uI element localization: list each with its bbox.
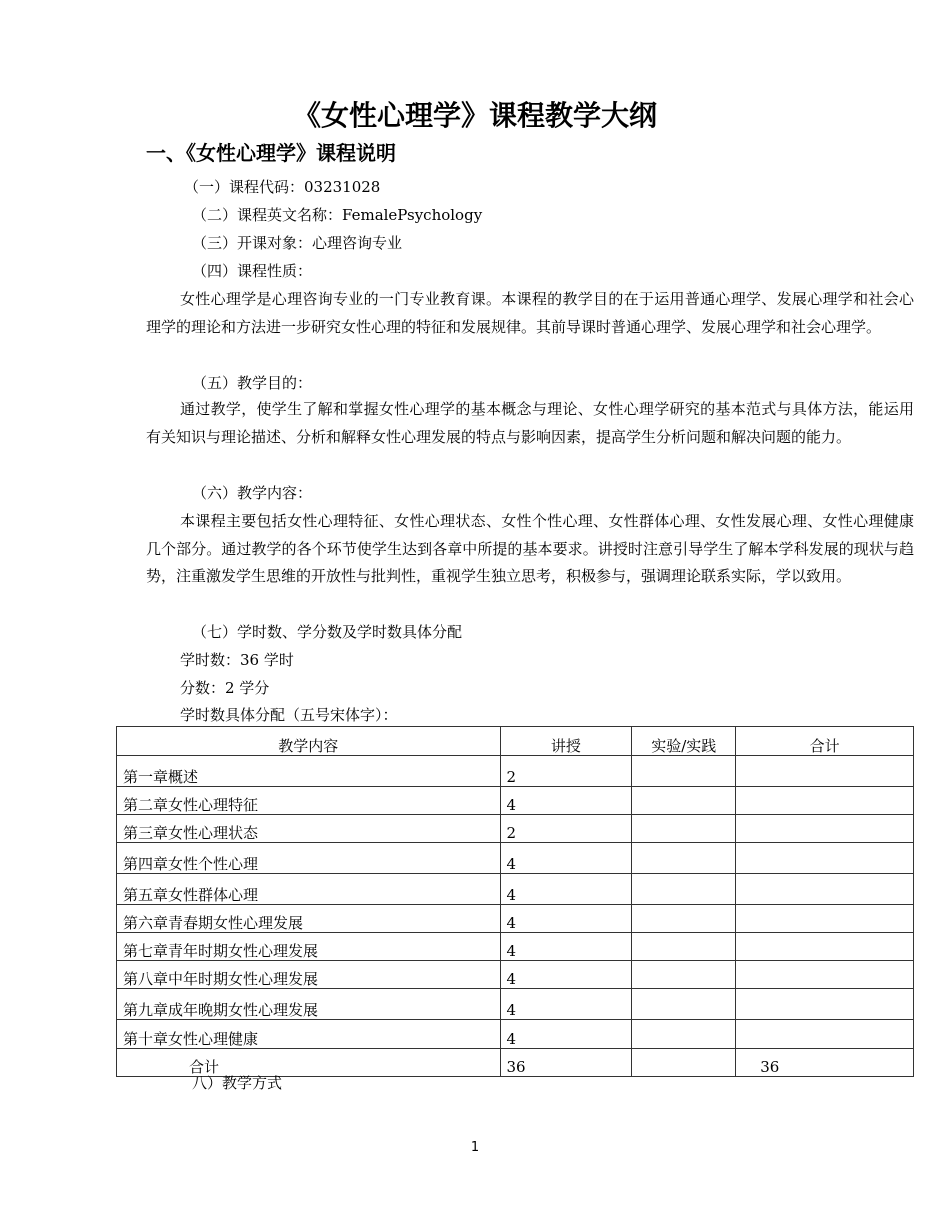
lab-hours [632, 843, 736, 874]
lecture-hours: 4 [500, 933, 632, 961]
teaching-method-heading: 八）教学方式 [192, 1074, 283, 1092]
lecture-hours: 4 [500, 1020, 632, 1049]
lab-hours [632, 989, 736, 1020]
lecture-hours: 4 [500, 787, 632, 815]
chapter-name: 第二章女性心理特征 [117, 787, 501, 815]
row-total [736, 756, 914, 787]
lab-hours [632, 1020, 736, 1049]
table-row [117, 933, 914, 961]
course-nature-heading: （四）课程性质： [192, 262, 313, 280]
total-lab-hours [632, 1049, 736, 1077]
lab-hours [632, 933, 736, 961]
total-lecture-hours: 36 [500, 1049, 632, 1077]
lecture-hours: 2 [500, 756, 632, 787]
header-content: 教学内容 [117, 727, 501, 756]
chapter-name: 第七章青年时期女性心理发展 [117, 933, 501, 961]
teaching-goal-heading: （五）教学目的： [192, 374, 313, 392]
header-lab: 实验/实践 [632, 727, 736, 756]
row-total [736, 989, 914, 1020]
lab-hours [632, 961, 736, 989]
lab-hours [632, 874, 736, 905]
row-total [736, 874, 914, 905]
table-row [117, 1020, 914, 1049]
header-total: 合计 [736, 727, 914, 756]
total-credits: 分数：2 学分 [180, 679, 270, 697]
page-number: 1 [470, 1140, 480, 1155]
distribution-label: 学时数具体分配（五号宋体字）： [180, 706, 398, 724]
teaching-goal-paragraph: 通过教学，使学生了解和掌握女性心理学的基本概念与理论、女性心理学研究的基本范式与具体方法，能运用有关知识与理论描述、分析和解释女性心理发展的特点与影响因素，提高学生分析问题和解决问题的能力。 [146, 400, 914, 446]
lecture-hours: 4 [500, 905, 632, 933]
table-row [117, 961, 914, 989]
lecture-hours: 4 [500, 874, 632, 905]
lab-hours [632, 756, 736, 787]
row-total [736, 815, 914, 843]
table-row [117, 815, 914, 843]
table-header-row [117, 727, 914, 756]
row-total [736, 961, 914, 989]
chapter-name: 第四章女性个性心理 [117, 843, 501, 874]
row-total [736, 933, 914, 961]
row-total [736, 1020, 914, 1049]
row-total [736, 787, 914, 815]
lecture-hours: 2 [500, 815, 632, 843]
table-row [117, 756, 914, 787]
section-heading: 一、《女性心理学》课程说明 [146, 141, 396, 165]
course-english-name: （二）课程英文名称：FemalePsychology [192, 206, 483, 224]
row-total [736, 843, 914, 874]
table-row [117, 989, 914, 1020]
course-audience: （三）开课对象：心理咨询专业 [192, 234, 403, 252]
chapter-name: 第一章概述 [117, 756, 501, 787]
chapter-name: 第五章女性群体心理 [117, 874, 501, 905]
teaching-content-paragraph: 本课程主要包括女性心理特征、女性心理状态、女性个性心理、女性群体心理、女性发展心理、女性心理健康几个部分。通过教学的各个环节使学生达到各章中所提的基本要求。讲授时注意引导学生了解本学科发展的现状与趋势，注重激发学生思维的开放性与批判性，重视学生独立思考，积极参与，强调理论联系实际，学以致用。 [146, 512, 914, 585]
table-row [117, 874, 914, 905]
lab-hours [632, 905, 736, 933]
row-total [736, 905, 914, 933]
teaching-content-heading: （六）教学内容： [192, 484, 313, 502]
chapter-name: 第八章中年时期女性心理发展 [117, 961, 501, 989]
lab-hours [632, 815, 736, 843]
header-lecture: 讲授 [500, 727, 632, 756]
hours-heading: （七）学时数、学分数及学时数具体分配 [192, 623, 463, 641]
table-row [117, 905, 914, 933]
chapter-name: 第十章女性心理健康 [117, 1020, 501, 1049]
document-title: 《女性心理学》课程教学大纲 [292, 99, 657, 132]
lecture-hours: 4 [500, 961, 632, 989]
chapter-name: 第三章女性心理状态 [117, 815, 501, 843]
chapter-name: 第九章成年晚期女性心理发展 [117, 989, 501, 1020]
grand-total: 36 [736, 1049, 914, 1077]
total-label: 合计 [117, 1049, 501, 1077]
table-row [117, 787, 914, 815]
chapter-name: 第六章青春期女性心理发展 [117, 905, 501, 933]
total-hours: 学时数：36 学时 [180, 651, 294, 669]
lab-hours [632, 787, 736, 815]
table-row [117, 843, 914, 874]
course-code: （一）课程代码：03231028 [184, 178, 381, 196]
lecture-hours: 4 [500, 989, 632, 1020]
course-nature-paragraph: 女性心理学是心理咨询专业的一门专业教育课。本课程的教学目的在于运用普通心理学、发展心理学和社会心理学的理论和方法进一步研究女性心理的特征和发展规律。其前导课时普通心理学、发展心理学和社会心理学。 [146, 290, 914, 336]
hours-distribution-table [116, 726, 914, 1077]
lecture-hours: 4 [500, 843, 632, 874]
